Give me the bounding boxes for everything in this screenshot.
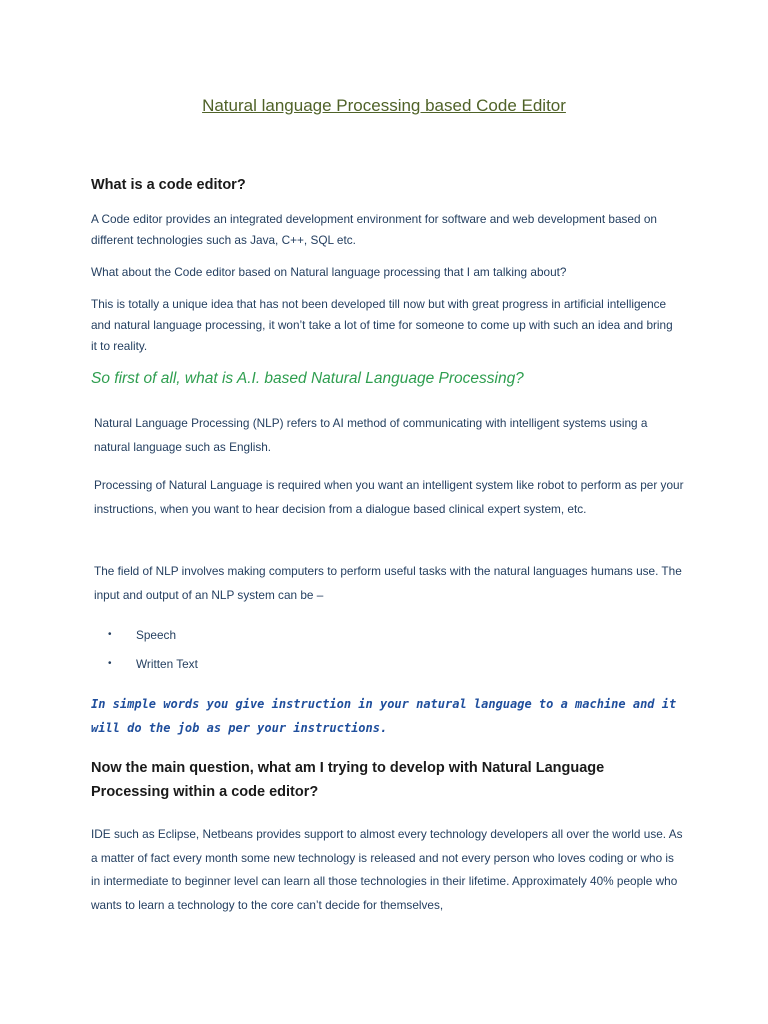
paragraph-ide-support: IDE such as Eclipse, Netbeans provides support to almost every technology developers all over the world use. As a matter of fact every month some new technology is released and not every person who loves coding or who is in intermediate to beginner level can learn all those technologies in their lifetime. Approximately 40% people who wants to learn a technology to the core can’t decide for themselves, <box>91 827 683 912</box>
heading-main-question: Now the main question, what am I trying to develop with Natural Language Processing within a code editor? <box>91 760 605 800</box>
paragraph-nlp-required: Processing of Natural Language is required when you want an intelligent system like robot to perform as per your instructions, when you want to hear decision from a dialogue based clinical expert system, etc. <box>94 478 684 516</box>
bullet-icon: • <box>108 658 112 669</box>
heading-what-is-nlp: So first of all, what is A.I. based Natural Language Processing? <box>91 370 524 387</box>
list-item <box>108 620 198 649</box>
list-item <box>108 649 198 678</box>
paragraph-nlp-code-editor-question: What about the Code editor based on Natural language processing that I am talking about? <box>91 265 567 279</box>
heading-what-is-code-editor: What is a code editor? <box>91 177 246 193</box>
emphasis-summary: In simple words you give instruction in your natural language to a machine and it will do the job as per your instructions. <box>91 697 677 735</box>
bullet-icon: • <box>108 629 112 640</box>
paragraph-field-of-nlp: The field of NLP involves making computers to perform useful tasks with the natural languages humans use. The input and output of an NLP system can be – <box>94 564 682 602</box>
bullet-speech: Speech <box>136 627 177 642</box>
bullet-written-text: Written Text <box>136 656 198 671</box>
paragraph-unique-idea: This is totally a unique idea that has not been developed till now but with great progress in artificial intelligence and natural language processing, it won’t take a lot of time for someone to come up with such an idea and bring it to reality. <box>91 297 673 353</box>
paragraph-code-editor-definition: A Code editor provides an integrated development environment for software and web development based on different technologies such as Java, C++, SQL etc. <box>91 212 657 247</box>
io-bullet-list <box>108 620 198 678</box>
paragraph-nlp-definition: Natural Language Processing (NLP) refers to AI method of communicating with intelligent systems using a natural language such as English. <box>94 416 648 454</box>
document-title: Natural language Processing based Code Editor <box>202 96 566 115</box>
